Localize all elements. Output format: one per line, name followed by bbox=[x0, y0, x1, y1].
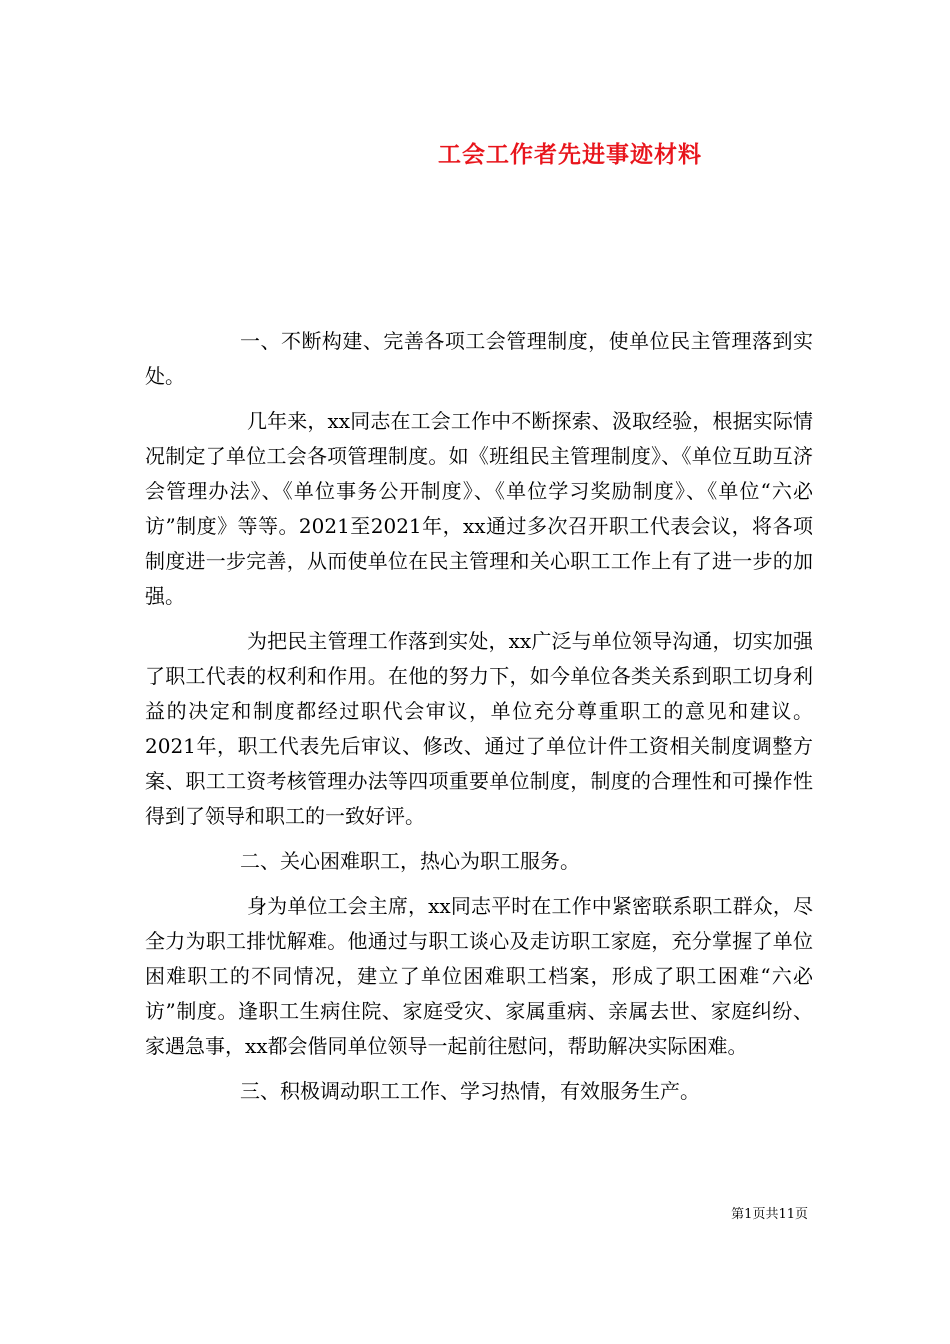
paragraph: 身为单位工会主席，xx同志平时在工作中紧密联系职工群众，尽全力为职工排忧解难。他通过与职工谈心及走访职工家庭，充分掌握了单位困难职工的不同情况，建立了单位困难职工档案，形成了职工困难“六必访”制度。逢职工生病住院、家庭受灾、家属重病、亲属去世、家庭纠纷、家遇急事，xx都会偕同单位领导一起前往慰问，帮助解决实际困难。 bbox=[145, 894, 813, 1058]
section-heading-1: 一、不断构建、完善各项工会管理制度，使单位民主管理落到实处。 bbox=[145, 329, 813, 388]
paragraph: 几年来，xx同志在工会工作中不断探索、汲取经验，根据实际情况制定了单位工会各项管理制度。如《班组民主管理制度》、《单位互助互济会管理办法》、《单位事务公开制度》、《单位学习奖励制度》、《单位“六必访”制度》等等。2021至2021年，xx通过多次召开职工代表会议，将各项制度进一步完善，从而使单位在民主管理和关心职工工作上有了进一步的加强。 bbox=[145, 409, 813, 608]
document-body bbox=[145, 324, 813, 1119]
section-heading-2: 二、关心困难职工，热心为职工服务。 bbox=[240, 849, 580, 873]
document-title: 工会工作者先进事迹材料 bbox=[438, 141, 702, 168]
paragraph: 为把民主管理工作落到实处，xx广泛与单位领导沟通，切实加强了职工代表的权利和作用。在他的努力下，如今单位各类关系到职工切身利益的决定和制度都经过职代会审议，单位充分尊重职工的意见和建议。2021年，职工代表先后审议、修改、通过了单位计件工资相关制度调整方案、职工工资考核管理办法等四项重要单位制度，制度的合理性和可操作性得到了领导和职工的一致好评。 bbox=[145, 629, 813, 828]
page-number-footer: 第1页共11页 bbox=[731, 1207, 808, 1222]
section-heading-3: 三、积极调动职工工作、学习热情，有效服务生产。 bbox=[240, 1079, 700, 1103]
